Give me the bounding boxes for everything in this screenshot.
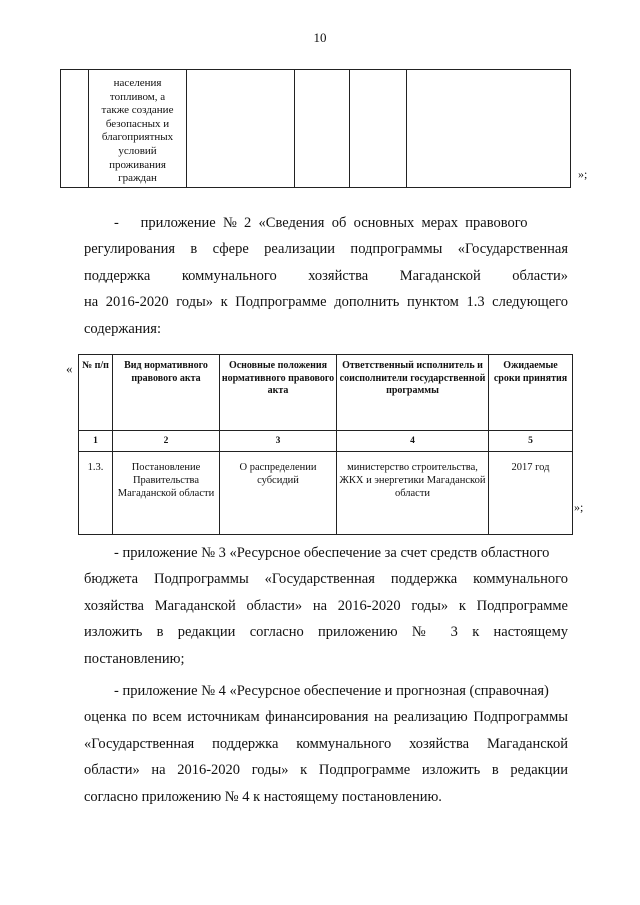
column-number: 5 [489,431,573,452]
header-number: № п/п [79,355,113,431]
row-number: 1.3. [79,452,113,535]
table-cell-empty [350,70,407,188]
column-number: 1 [79,431,113,452]
table-cell-empty [61,70,89,188]
page-number: 10 [313,30,327,45]
paragraph-line: регулирования в сфере реализации подпрограммы «Государственная [84,241,568,258]
paragraph-appendix-2 [84,210,568,342]
column-number: 4 [337,431,489,452]
cell-line: топливом, а [109,90,166,103]
table-cell-empty [295,70,350,188]
paragraph-line: изложить в редакции согласно приложению № 3 к настоящему [84,624,568,641]
paragraph-line: «Государственная поддержка коммунального хозяйства Магаданской [84,735,568,752]
cell-line: благоприятных [101,131,174,144]
paragraph-line: - приложение № 3 «Ресурсное обеспечение за счет средств областного [114,545,550,561]
table-cell-empty [407,70,571,188]
row-executor: министерство строительства, ЖКХ и энергетики Магаданской области [337,452,489,535]
row-provisions: О распределении субсидий [220,452,337,535]
paragraph-line: бюджета Подпрограммы «Государственная поддержка коммунального [84,571,568,588]
header-provisions: Основные положения нормативного правового акта [220,355,337,431]
paragraph-line: - приложение № 2 «Сведения об основных мерах правового [114,215,528,231]
paragraph-line: на 2016-2020 годы» к Подпрограмме дополнить пунктом 1.3 следующего [84,294,568,311]
paragraph-line: поддержка коммунального хозяйства Магаданской области» [84,267,568,284]
cell-line: также создание [101,104,174,117]
cell-line: условий [118,144,157,157]
paragraph-line: области» на 2016-2020 годы» к Подпрограмме изложить в редакции [84,762,568,779]
column-number: 2 [113,431,220,452]
cell-line: проживания [109,158,166,171]
continuation-table [60,69,571,188]
row-act-type: Постановление Правительства Магаданской области [113,452,220,535]
column-number: 3 [220,431,337,452]
cell-line: граждан [118,172,157,185]
cell-line: безопасных и [105,117,170,130]
paragraph-line: постановлению; [84,650,185,667]
header-act-type: Вид нормативного правового акта [113,355,220,431]
paragraph-line: хозяйства Магаданской области» на 2016-2020 годы» к Подпрограмме [84,597,568,614]
header-executor: Ответственный исполнитель и соисполнители государственной программы [337,355,489,431]
table-cell-empty [187,70,295,188]
paragraph-line: - приложение № 4 «Ресурсное обеспечение и прогнозная (справочная) [114,683,549,699]
cell-line: населения [113,77,162,89]
paragraph-line: согласно приложению № 4 к настоящему постановлению. [84,788,442,805]
paragraph-line: оценка по всем источникам финансирования на реализацию Подпрограммы [84,709,568,726]
row-term: 2017 год [489,452,573,535]
paragraph-appendix-3 [84,540,568,672]
opening-quote: « [66,361,73,376]
measures-table [78,354,573,535]
closing-quote: »; [574,500,584,514]
table-cell-goal-text [89,70,187,188]
closing-quote: »; [578,167,588,181]
paragraph-appendix-4 [84,678,568,810]
paragraph-line: содержания: [84,320,162,337]
header-term: Ожидаемые сроки принятия [489,355,573,431]
